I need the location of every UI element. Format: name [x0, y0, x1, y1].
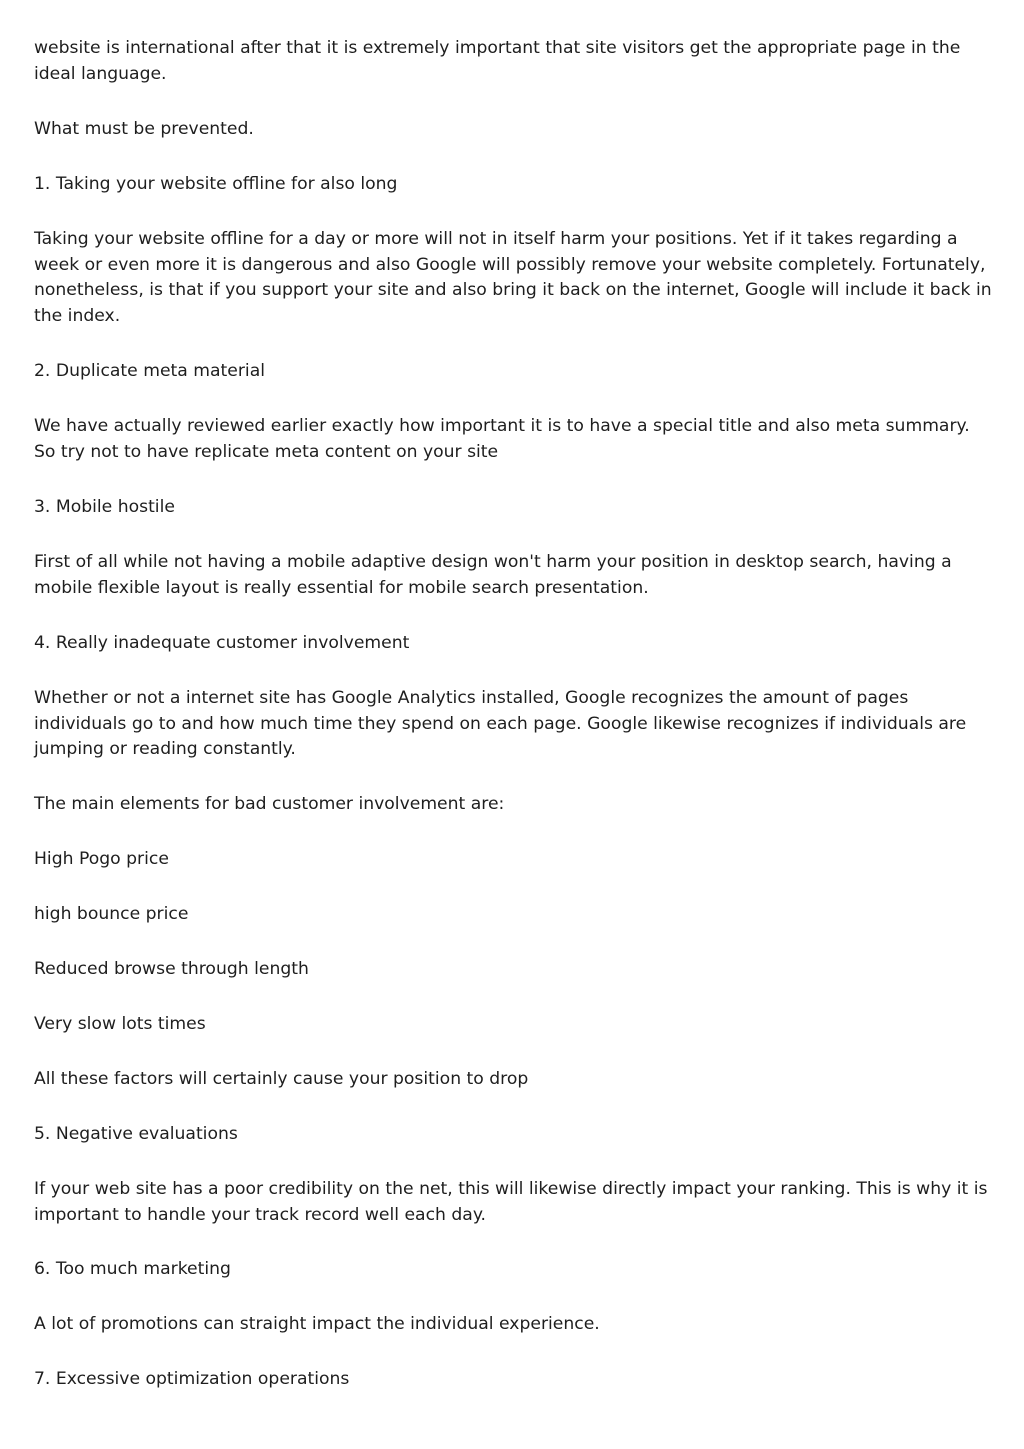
list-item-browse-length: Reduced browse through length — [34, 959, 309, 980]
heading-offline-too-long: 1. Taking your website offline for also long — [34, 173, 398, 194]
list-item-pogo-price: High Pogo price — [34, 849, 169, 870]
heading-excessive-optimization: 7. Excessive optimization operations — [34, 1369, 350, 1390]
paragraph-position-drop: All these factors will certainly cause your position to drop — [34, 1068, 529, 1089]
paragraph-mobile-details: First of all while not having a mobile adaptive design won't harm your position in desktop search, having a mobile flexible layout is really essential for mobile search presentation. — [34, 551, 952, 598]
heading-negative-evaluations: 5. Negative evaluations — [34, 1123, 238, 1144]
paragraph-main-elements: The main elements for bad customer involvement are: — [34, 794, 505, 815]
heading-customer-involvement: 4. Really inadequate customer involvement — [34, 632, 410, 653]
heading-duplicate-meta: 2. Duplicate meta material — [34, 361, 265, 382]
heading-mobile-hostile: 3. Mobile hostile — [34, 496, 175, 517]
paragraph-what-to-prevent: What must be prevented. — [34, 118, 254, 139]
paragraph-promotions-details: A lot of promotions can straight impact the individual experience. — [34, 1314, 600, 1335]
paragraph-duplicate-meta-details: We have actually reviewed earlier exactly how important it is to have a special title and also meta summary. So try not to have replicate meta content on your site — [34, 416, 970, 463]
document-body — [34, 36, 994, 1422]
paragraph-offline-details: Taking your website offline for a day or more will not in itself harm your positions. Yet if it takes regarding a week or even more it is dangerous and also Google will possibly remove your website completely. Fortunately, nonetheless, is that if you support your site and also bring it back on the internet, Google will include it back in the index. — [34, 228, 992, 327]
list-item-bounce-price: high bounce price — [34, 904, 189, 925]
paragraph-credibility-details: If your web site has a poor credibility on the net, this will likewise directly impact your ranking. This is why it is important to handle your track record well each day. — [34, 1178, 988, 1225]
paragraph-intro-language: website is international after that it is extremely important that site visitors get the appropriate page in the ideal language. — [34, 38, 961, 84]
list-item-slow-load: Very slow lots times — [34, 1013, 206, 1034]
paragraph-analytics-details: Whether or not a internet site has Google Analytics installed, Google recognizes the amount of pages individuals go to and how much time they spend on each page. Google likewise recognizes if individuals are jumping or reading constantly. — [34, 687, 967, 760]
heading-too-much-marketing: 6. Too much marketing — [34, 1259, 231, 1280]
